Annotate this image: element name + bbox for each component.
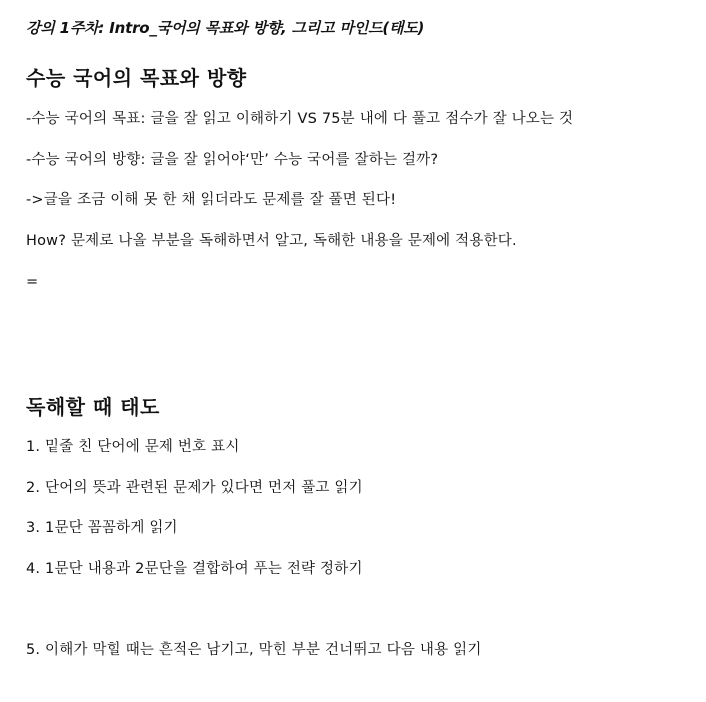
goal-line: -수능 국어의 목표: 글을 잘 읽고 이해하기 VS 75분 내에 다 풀고 점수가 잘 나오는 것 [26,111,574,127]
attitude-item-1: 1. 밑줄 친 단어에 문제 번호 표시 [26,439,240,455]
equals-line: = [26,274,39,290]
conclusion-line: ->글을 조금 이해 못 한 채 읽더라도 문제를 잘 풀면 된다! [26,192,397,208]
lecture-title: 강의 1주차: Intro_국어의 목표와 방향, 그리고 마인드(태도) [26,19,425,37]
attitude-item-4: 4. 1문단 내용과 2문단을 결합하여 푸는 전략 정하기 [26,561,363,577]
how-line: How? 문제로 나올 부분을 독해하면서 알고, 독해한 내용을 문제에 적용한다. [26,233,517,249]
section-heading-goals: 수능 국어의 목표와 방향 [26,66,247,90]
direction-line: -수능 국어의 방향: 글을 잘 읽어야‘만’ 수능 국어를 잘하는 걸까? [26,152,439,168]
attitude-item-5: 5. 이해가 막힐 때는 흔적은 남기고, 막힌 부분 건너뛰고 다음 내용 읽기 [26,642,482,658]
section-heading-attitude: 독해할 때 태도 [26,395,160,419]
attitude-item-3: 3. 1문단 꼼꼼하게 읽기 [26,520,178,536]
attitude-item-2: 2. 단어의 뜻과 관련된 문제가 있다면 먼저 풀고 읽기 [26,480,363,496]
